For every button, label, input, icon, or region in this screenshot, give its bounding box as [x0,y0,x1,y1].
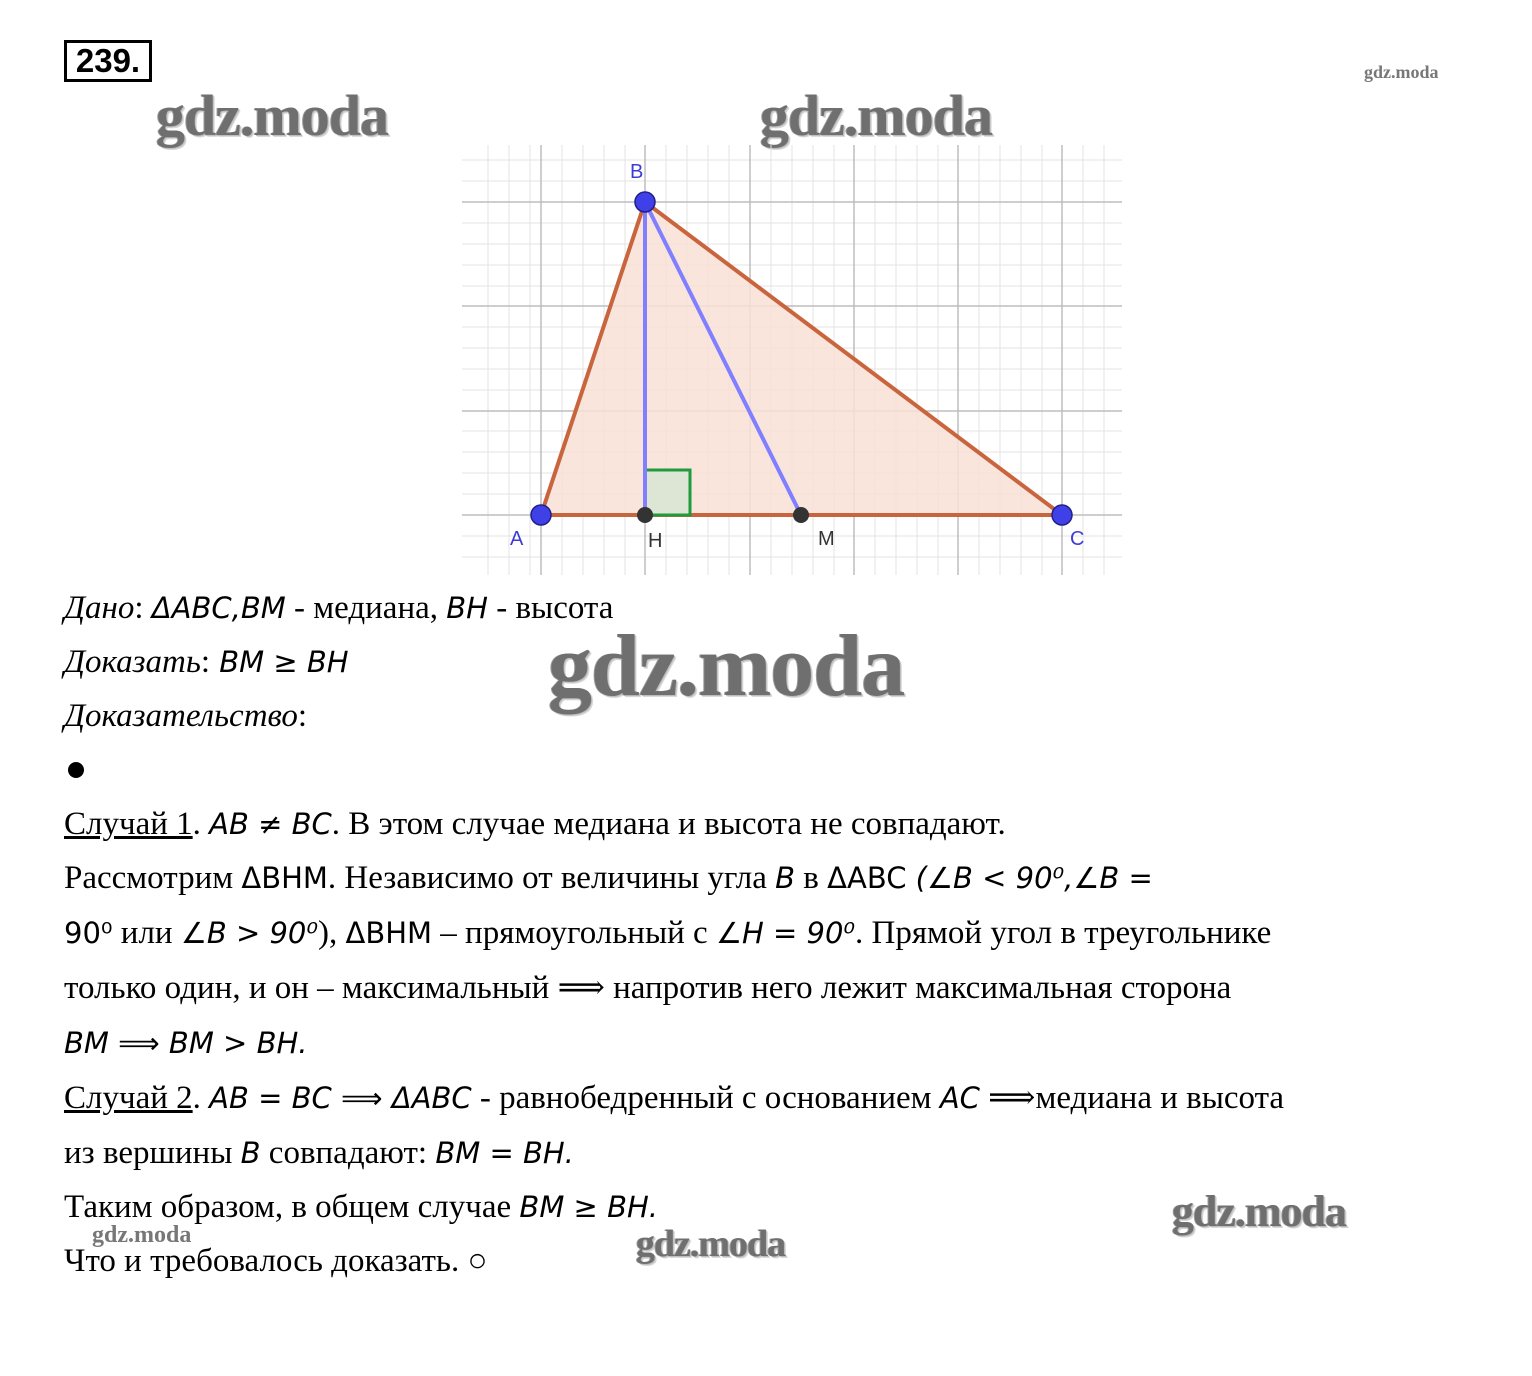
label-m: M [818,528,835,550]
label-c: C [1070,528,1085,550]
watermark-1: gdz.moda [156,83,389,148]
case1-line3: 90⁰ или ∠B > 90⁰), ΔBHM – прямоугольный с ∠H = 90⁰. Прямой угол в треугольнике [64,915,1272,951]
right-angle-mark [645,470,690,515]
given-bh: BH [446,591,488,625]
label-h: H [648,530,663,552]
watermark-4: gdz.moda [548,618,905,715]
point-h [637,507,653,523]
watermark-6: gdz.moda [92,1222,192,1248]
proof-line: Доказательство: [64,698,308,734]
conclusion-line: Таким образом, в общем случае BM ≥ BH. [64,1189,658,1225]
watermark-3: gdz.moda [1364,62,1439,82]
case2-line1: Случай 2. AB = BC ⟹ ΔABC - равнобедренный с основанием AC ⟹медиана и высота [64,1080,1285,1116]
qed-line: Что и требовалось доказать. ○ [64,1243,488,1279]
case1-line5: BM ⟹ BM > BH. [64,1026,308,1060]
given-triangle: ΔABC,BM [151,591,286,625]
watermark-7: gdz.moda [636,1223,786,1265]
label-a: A [510,528,524,550]
given-line: Дано: ΔABC,BM - медиана, BH - высота [64,590,614,626]
point-c [1052,505,1072,525]
case2-line2: из вершины B совпадают: BM = BH. [64,1135,574,1171]
case1-line2: Рассмотрим ΔBHM. Независимо от величины угла B в ΔABC (∠B < 90⁰,∠B = [64,860,1153,896]
given-label: Дано [64,590,135,626]
point-m [793,507,809,523]
point-a [531,505,551,525]
case1-line1: Случай 1. AB ≠ BC. В этом случае медиана и высота не совпадают. [64,806,1006,842]
triangle-figure [462,145,1124,579]
triangle-abc [541,202,1062,515]
point-b [635,192,655,212]
bullet-point [68,762,84,778]
task-number: 239. [64,40,152,82]
case2-title: Случай 2 [64,1080,193,1116]
watermark-2: gdz.moda [760,83,993,148]
case1-line4: только один, и он – максимальный ⟹ напротив него лежит максимальная сторона [64,970,1232,1006]
watermark-5: gdz.moda [1172,1187,1347,1236]
proof-label: Доказательство [64,698,298,734]
prove-line: Доказать: BM ≥ BH [64,644,349,680]
case1-title: Случай 1 [64,806,193,842]
prove-label: Доказать [64,644,201,680]
label-b: B [630,161,644,183]
prove-expr: BM ≥ BH [210,645,349,679]
